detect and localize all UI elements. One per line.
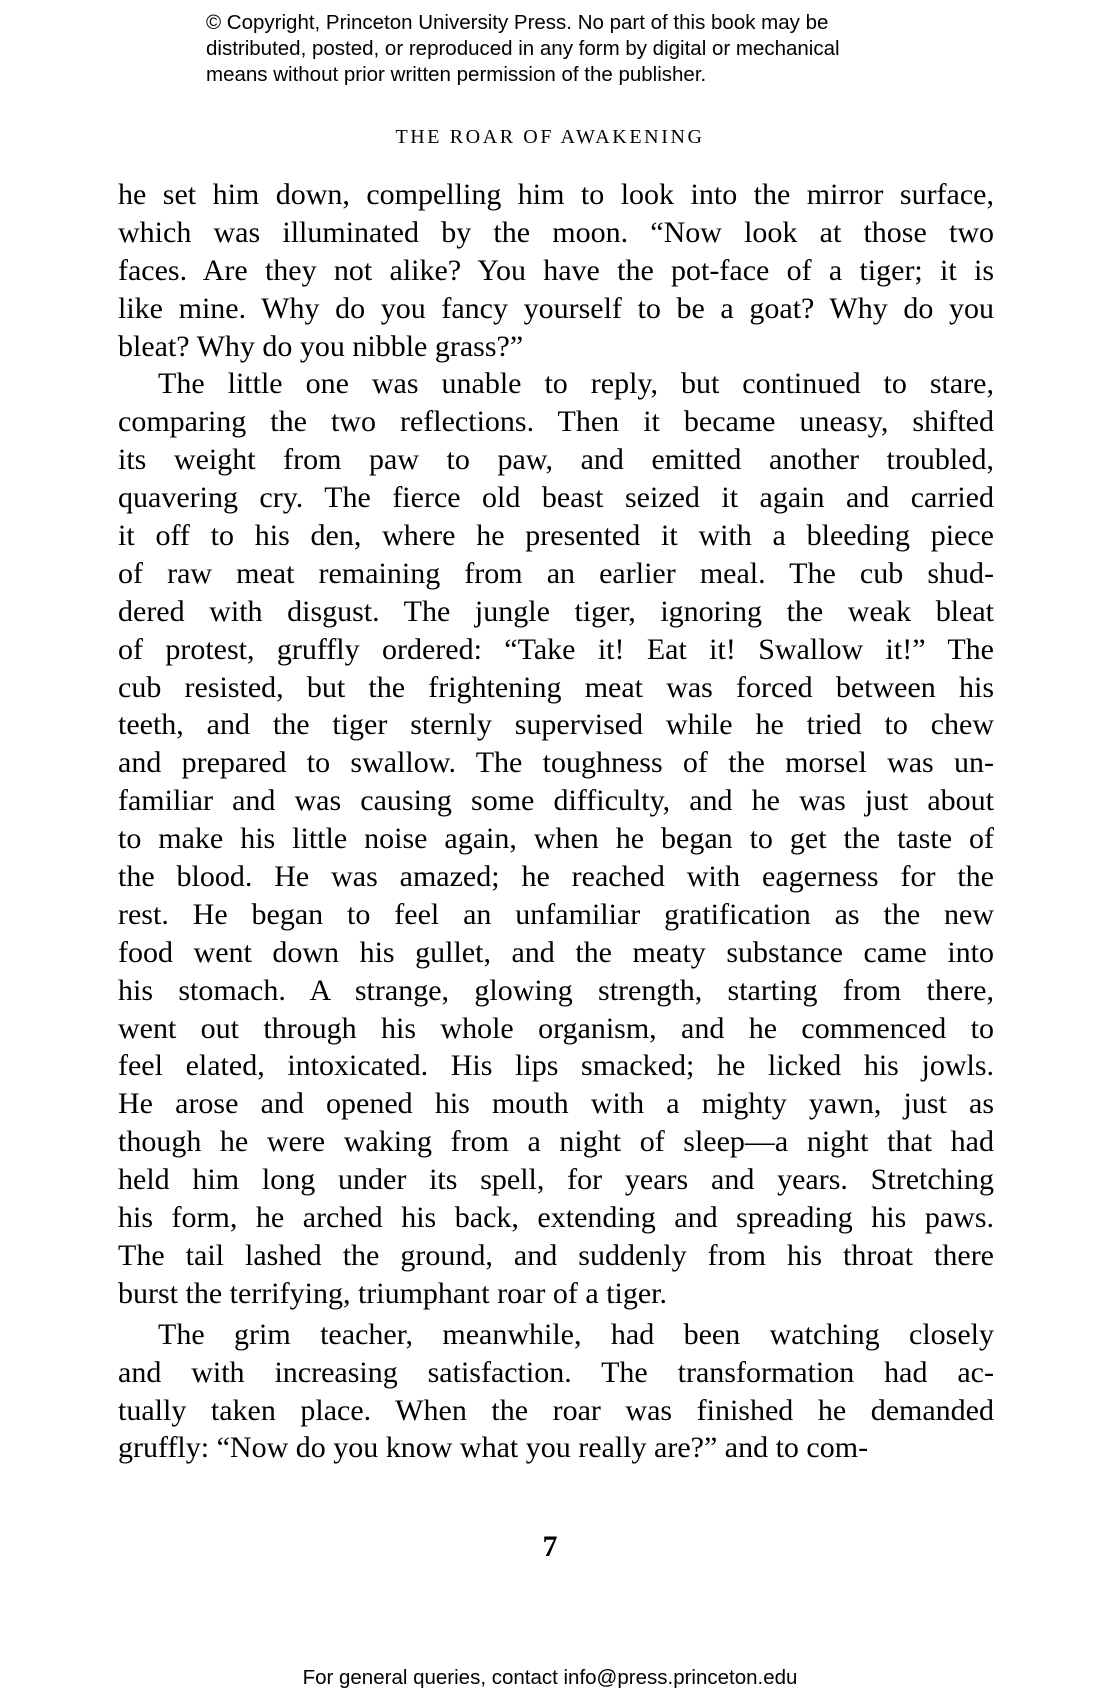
text-line: held him long under its spell, for years and years. Stretching — [118, 1163, 994, 1197]
text-line: his stomach. A strange, glowing strength, starting from there, — [118, 973, 994, 1007]
text-line: faces. Are they not alike? You have the pot-face of a tiger; it is — [118, 253, 994, 287]
body-text — [118, 176, 994, 1467]
text-line: The little one was unable to reply, but continued to stare, — [158, 367, 994, 401]
text-line: and with increasing satisfaction. The transformation had ac- — [118, 1355, 994, 1389]
footer-contact: For general queries, contact info@press.princeton.edu — [302, 1666, 798, 1689]
paragraph — [118, 365, 994, 1312]
text-line: of raw meat remaining from an earlier meal. The cub shud- — [118, 556, 994, 590]
text-line: and prepared to swallow. The toughness of the morsel was un- — [118, 746, 994, 780]
copyright-line: distributed, posted, or reproduced in any form by digital or mechanical — [206, 37, 840, 60]
paragraph — [118, 176, 994, 365]
text-line: feel elated, intoxicated. His lips smacked; he licked his jowls. — [118, 1049, 994, 1083]
text-line: of protest, gruffly ordered: “Take it! Eat it! Swallow it!” The — [118, 632, 994, 666]
text-line: The tail lashed the ground, and suddenly from his throat there — [118, 1238, 994, 1272]
copyright-notice — [206, 10, 926, 88]
running-head: THE ROAR OF AWAKENING — [395, 126, 705, 148]
text-line: he set him down, compelling him to look into the mirror surface, — [118, 178, 994, 211]
text-line: quavering cry. The fierce old beast seized it again and carried — [118, 481, 994, 515]
text-line: rest. He began to feel an unfamiliar gratification as the new — [118, 897, 994, 931]
text-line: gruffly: “Now do you know what you really are?” and to com- — [118, 1431, 869, 1465]
text-line: food went down his gullet, and the meaty substance came into — [118, 935, 994, 969]
text-line: dered with disgust. The jungle tiger, ignoring the weak bleat — [118, 594, 994, 628]
text-line: cub resisted, but the frightening meat was forced between his — [118, 670, 994, 704]
paragraph — [118, 1316, 994, 1468]
text-line: his form, he arched his back, extending and spreading his paws. — [118, 1201, 994, 1235]
text-line: to make his little noise again, when he began to get the taste of — [118, 822, 994, 856]
text-line: the blood. He was amazed; he reached with eagerness for the — [118, 860, 994, 894]
text-line: it off to his den, where he presented it with a bleeding piece — [118, 519, 994, 553]
text-line: teeth, and the tiger sternly supervised while he tried to chew — [118, 708, 994, 742]
text-line: went out through his whole organism, and he commenced to — [118, 1011, 994, 1045]
text-line: tually taken place. When the roar was finished he demanded — [118, 1393, 994, 1427]
text-line: though he were waking from a night of sleep—a night that had — [118, 1125, 994, 1159]
page-number: 7 — [542, 1530, 558, 1563]
text-line: bleat? Why do you nibble grass?” — [118, 329, 524, 363]
text-line: The grim teacher, meanwhile, had been watching closely — [158, 1317, 994, 1351]
copyright-line: © Copyright, Princeton University Press. No part of this book may be — [206, 11, 829, 34]
copyright-line: means without prior written permission of the publisher. — [206, 63, 707, 86]
text-line: like mine. Why do you fancy yourself to be a goat? Why do you — [118, 291, 994, 325]
text-line: comparing the two reflections. Then it became uneasy, shifted — [118, 405, 994, 439]
text-line: its weight from paw to paw, and emitted another troubled, — [118, 443, 994, 477]
text-line: which was illuminated by the moon. “Now look at those two — [118, 215, 994, 249]
text-line: familiar and was causing some difficulty, and he was just about — [118, 784, 994, 818]
text-line: burst the terrifying, triumphant roar of a tiger. — [118, 1276, 668, 1310]
text-line: He arose and opened his mouth with a mighty yawn, just as — [118, 1087, 994, 1121]
